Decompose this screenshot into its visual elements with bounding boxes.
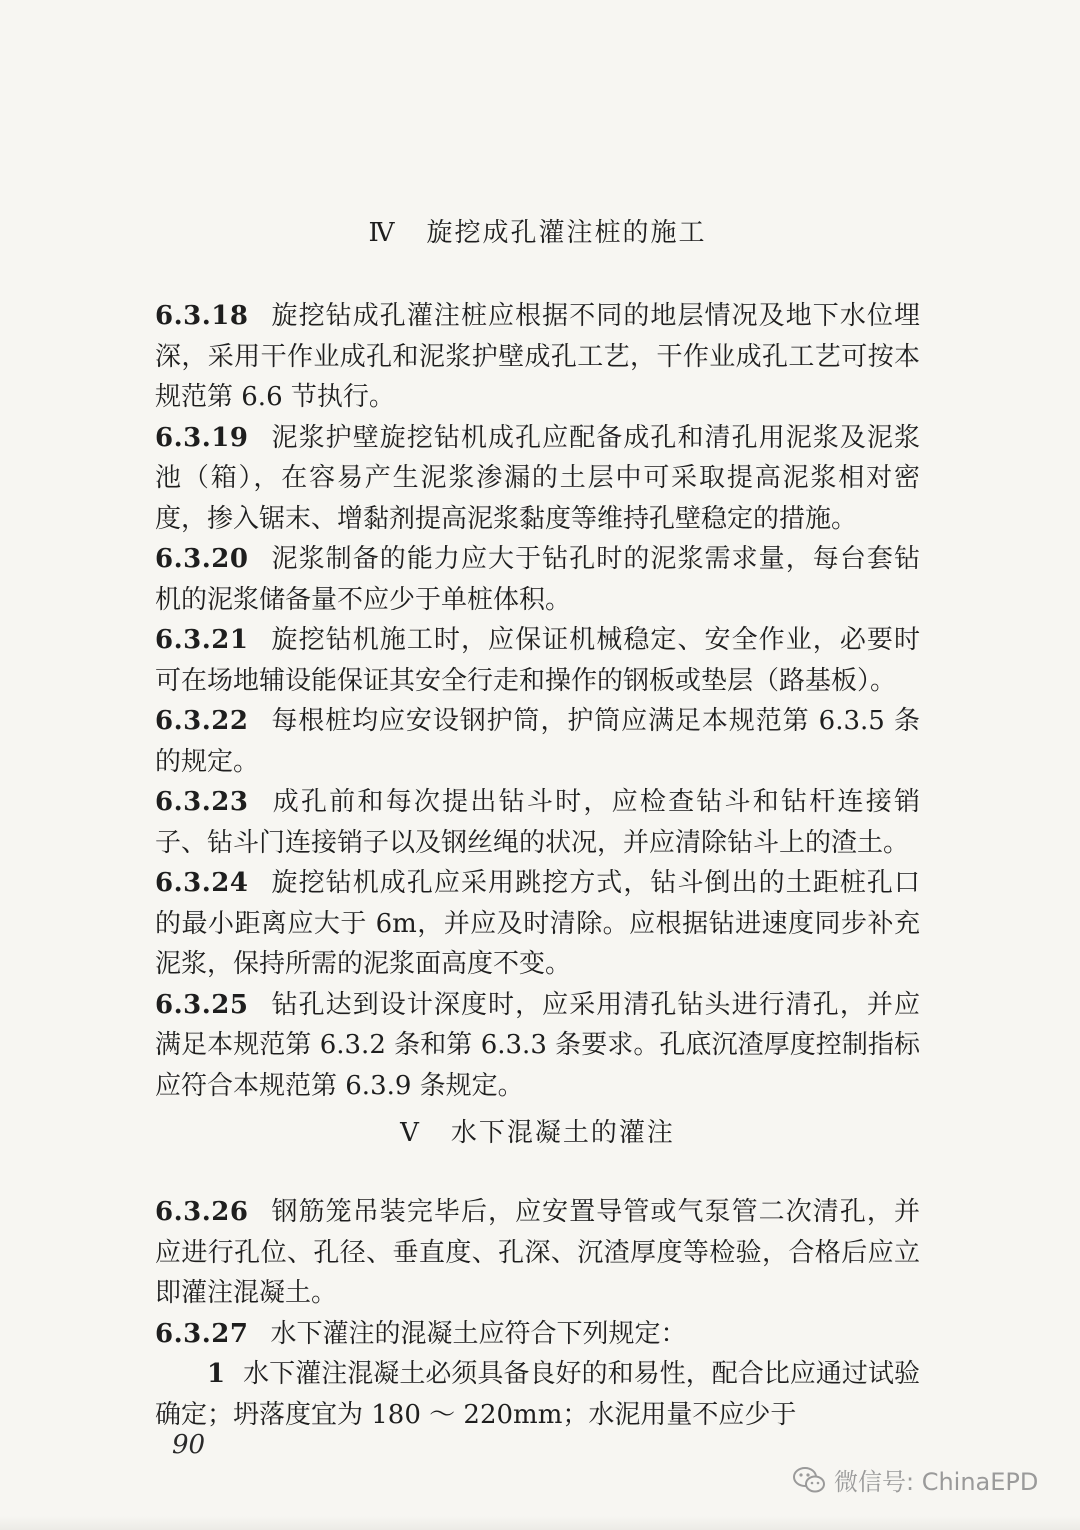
clause-number: 6.3.18 <box>155 301 249 331</box>
clause-text: 旋挖钻机施工时，应保证机械稳定、安全作业，必要时可在场地辅设能保证其安全行走和操作的钢板或垫层（路基板）。 <box>155 625 920 696</box>
clause-6-3-18 <box>155 296 920 418</box>
section-title: 旋挖成孔灌注桩的施工 <box>426 218 707 248</box>
clause-6-3-19 <box>155 418 920 540</box>
section-title: 水下混凝土的灌注 <box>450 1118 675 1148</box>
section-roman-numeral: Ⅳ <box>368 218 397 248</box>
clause-6-3-25 <box>155 985 920 1107</box>
clause-text: 旋挖钻成孔灌注桩应根据不同的地层情况及地下水位埋深，采用干作业成孔和泥浆护壁成孔工艺，干作业成孔工艺可按本规范第 6.6 节执行。 <box>155 301 920 412</box>
section-heading-v <box>155 1120 920 1168</box>
section-heading-iv <box>155 220 920 268</box>
wechat-icon <box>792 1465 826 1495</box>
clause-6-3-27 <box>155 1314 920 1355</box>
text-block <box>155 210 920 1435</box>
clause-number: 6.3.27 <box>155 1318 249 1349</box>
clause-number: 6.3.20 <box>155 544 249 574</box>
clause-6-3-22 <box>155 701 920 782</box>
clause-text: 钻孔达到设计深度时，应采用清孔钻头进行清孔，并应满足本规范第 6.3.2 条和第 6.3.3 条要求。孔底沉渣厚度控制指标应符合本规范第 6.3.9 条规定。 <box>155 989 920 1101</box>
watermark-text: 微信号: ChinaEPD <box>834 1468 1039 1496</box>
clause-text: 泥浆制备的能力应大于钻孔时的泥浆需求量，每台套钻机的泥浆储备量不应少于单桩体积。 <box>155 544 920 615</box>
clause-text: 水下灌注的混凝土应符合下列规定： <box>270 1318 687 1349</box>
clause-text: 旋挖钻机成孔应采用跳挖方式，钻斗倒出的土距桩孔口的最小距离应大于 6m，并应及时清除。应根据钻进速度同步补充泥浆，保持所需的泥浆面高度不变。 <box>155 868 920 979</box>
clause-text: 成孔前和每次提出钻斗时，应检查钻斗和钻杆连接销子、钻斗门连接销子以及钢丝绳的状况，并应清除钻斗上的渣土。 <box>155 787 920 858</box>
item-text: 水下灌注混凝土必须具备良好的和易性，配合比应通过试验确定；坍落度宜为 180 ～ 220mm；水泥用量不应少于 <box>155 1359 920 1430</box>
clause-number: 6.3.24 <box>155 868 249 898</box>
clause-text: 钢筋笼吊装完毕后，应安置导管或气泵管二次清孔，并应进行孔位、孔径、垂直度、孔深、沉渣厚度等检验，合格后应立即灌注混凝土。 <box>155 1197 920 1308</box>
clause-6-3-23 <box>155 782 920 863</box>
item-number: 1 <box>207 1359 226 1389</box>
clause-6-3-26 <box>155 1192 920 1314</box>
clause-text: 每根桩均应安设钢护筒，护筒应满足本规范第 6.3.5 条的规定。 <box>155 706 920 777</box>
clause-number: 6.3.23 <box>155 787 249 817</box>
clause-text: 泥浆护壁旋挖钻机成孔应配备成孔和清孔用泥浆及泥浆池（箱），在容易产生泥浆渗漏的土层中可采取提高泥浆相对密度，掺入锯末、增黏剂提高泥浆黏度等维持孔壁稳定的措施。 <box>155 422 920 534</box>
clause-6-3-20 <box>155 539 920 620</box>
clause-number: 6.3.19 <box>155 422 249 453</box>
clause-number: 6.3.22 <box>155 706 249 736</box>
clause-6-3-24 <box>155 863 920 985</box>
clause-number: 6.3.21 <box>155 625 249 655</box>
watermark <box>792 1462 1038 1497</box>
clause-6-3-21 <box>155 620 920 701</box>
list-item-1 <box>155 1354 920 1435</box>
page-number: 90 <box>172 1430 206 1460</box>
clause-number: 6.3.26 <box>155 1197 249 1227</box>
page-bottom-edge <box>0 1516 1080 1530</box>
section-roman-numeral: Ⅴ <box>400 1118 421 1148</box>
clause-number: 6.3.25 <box>155 989 249 1020</box>
